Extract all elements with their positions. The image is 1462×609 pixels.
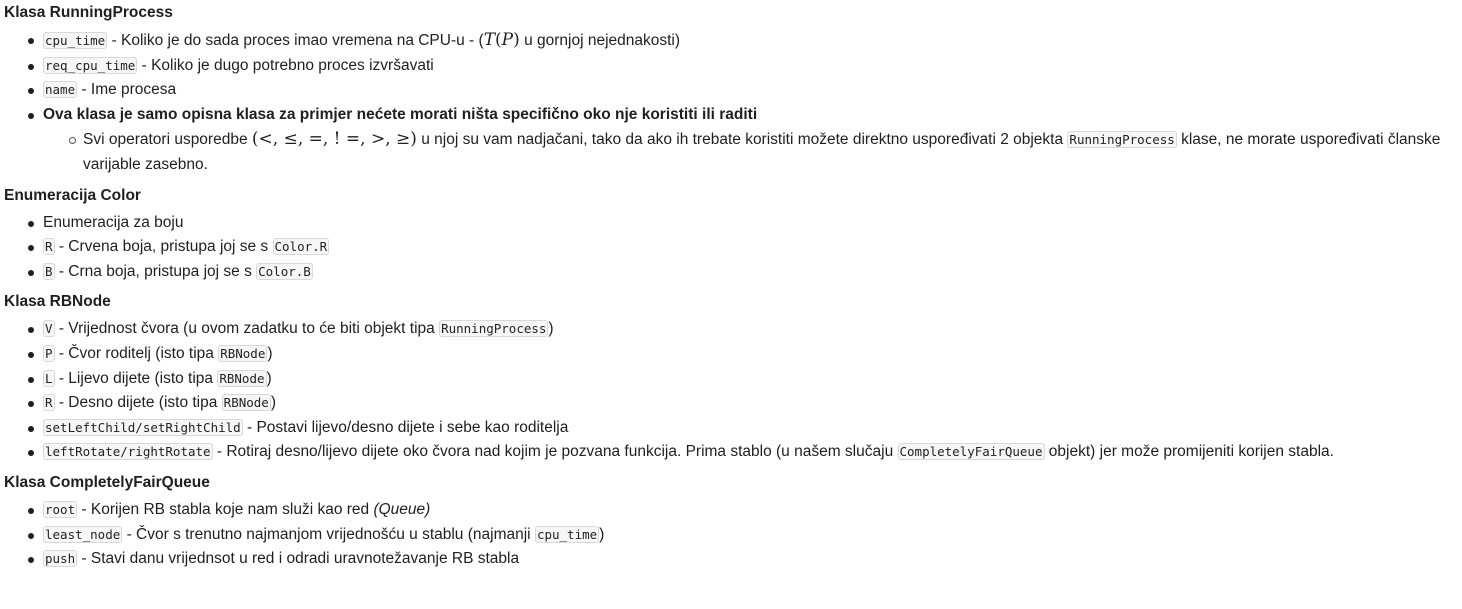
list-item [43,260,1462,285]
item-text: u gornjoj nejednakosti) [519,32,681,49]
math-operators: (<, ≤, =, ! =, >, ≥) [251,129,417,150]
list-item [43,211,1462,236]
item-text: - Koliko je dugo potrebno proces izvršavati [137,56,434,74]
list-item [43,235,1462,260]
inline-code: Color.B [258,263,311,279]
inline-code: leftRotate/rightRotate [45,444,211,460]
item-text: - Desno dijete (isto tipa [54,394,222,412]
math-symbol: T [483,30,496,50]
item-text: ) [599,525,605,543]
list-item [43,367,1462,392]
color-list [4,211,1462,285]
item-text: - Vrijednost čvora (u ovom zadatku to će biti objekt tipa [54,320,440,338]
sub-list [43,127,1462,177]
inline-code: root [45,501,76,517]
cfq-list [4,498,1462,572]
list-item [43,440,1462,465]
math-expression [484,30,520,50]
list-item [43,498,1462,523]
inline-code: RunningProcess [441,321,547,337]
item-text: - Crvena boja, pristupa joj se s [54,238,273,256]
list-item [43,54,1462,79]
item-text: - Korijen RB stabla koje nam služi kao red [77,500,374,518]
item-text: - Lijevo dijete (isto tipa [54,369,218,387]
emphasis-text: (Queue) [373,500,431,518]
item-text: - Koliko je do sada proces imao vremena na CPU-u - ( [107,32,484,49]
heading-running-process: Klasa RunningProcess [4,4,173,21]
item-text: ) [267,344,273,362]
inline-code: RBNode [219,370,265,386]
list-item [43,103,1462,178]
item-text: Enumeracija za boju [43,213,184,231]
inline-code: R [45,239,53,255]
item-text: - Postavi lijevo/desno dijete i sebe kao roditelja [242,418,569,436]
list-item [43,416,1462,441]
inline-code: name [45,82,76,98]
inline-code: setLeftChild/setRightChild [45,419,241,435]
inline-code: RunningProcess [1069,132,1175,148]
inline-code: Color.R [274,239,328,255]
inline-code: RBNode [220,345,266,361]
inline-code: V [45,321,53,337]
math-symbol: P [501,30,514,50]
inline-code: cpu_time [45,33,106,48]
inline-code: R [45,395,53,411]
sub-list-item [83,127,1462,177]
list-item [43,523,1462,548]
rbnode-list [4,317,1462,465]
item-text: - Stavi danu vrijednsot u red i odradi uravnotežavanje RB stabla [77,550,520,568]
running-process-list [4,28,1462,178]
list-item [43,28,1462,54]
list-item [43,391,1462,416]
item-text: ) [270,394,276,412]
list-item [43,342,1462,367]
item-text: ) [548,320,554,338]
inline-code: CompletelyFairQueue [899,444,1043,460]
inline-code: push [45,551,76,567]
inline-code: RBNode [223,395,269,411]
item-text: klase, ne morate uspoređivati članske varijable zasebno. [83,131,1441,173]
item-text: - Čvor roditelj (isto tipa [54,344,219,362]
math-symbol: ( [495,30,502,50]
item-text: ) [266,369,272,387]
inline-code: P [45,345,53,361]
math-symbol: ) [513,30,520,50]
item-text: - Crna boja, pristupa joj se s [54,262,257,280]
item-text: Svi operatori usporedbe [83,131,252,149]
heading-color: Enumeracija Color [4,186,141,204]
item-text: - Ime procesa [77,81,177,99]
heading-completely-fair-queue: Klasa CompletelyFairQueue [4,473,210,491]
item-text: objekt) jer može promijeniti korijen stabla. [1044,443,1334,461]
item-text: - Rotiraj desno/lijevo dijete oko čvora nad kojim je pozvana funkcija. Prima stablo (u našem slučaju [212,443,898,461]
item-text: u njoj su vam nadjačani, tako da ako ih trebate koristiti možete direktno uspoređivati 2 objekta [416,131,1068,149]
inline-code: least_node [45,526,121,542]
list-item [43,547,1462,572]
bold-note: Ova klasa je samo opisna klasa za primjer nećete morati ništa specifično oko nje koristiti ili raditi [43,105,758,123]
inline-code: cpu_time [536,526,598,542]
heading-rbnode: Klasa RBNode [4,293,111,311]
inline-code: req_cpu_time [45,57,136,73]
list-item [43,317,1462,342]
item-text: - Čvor s trenutno najmanjom vrijednošću u stablu (najmanji [122,525,535,543]
list-item [43,78,1462,103]
inline-code: B [45,263,53,279]
inline-code: L [45,370,53,386]
